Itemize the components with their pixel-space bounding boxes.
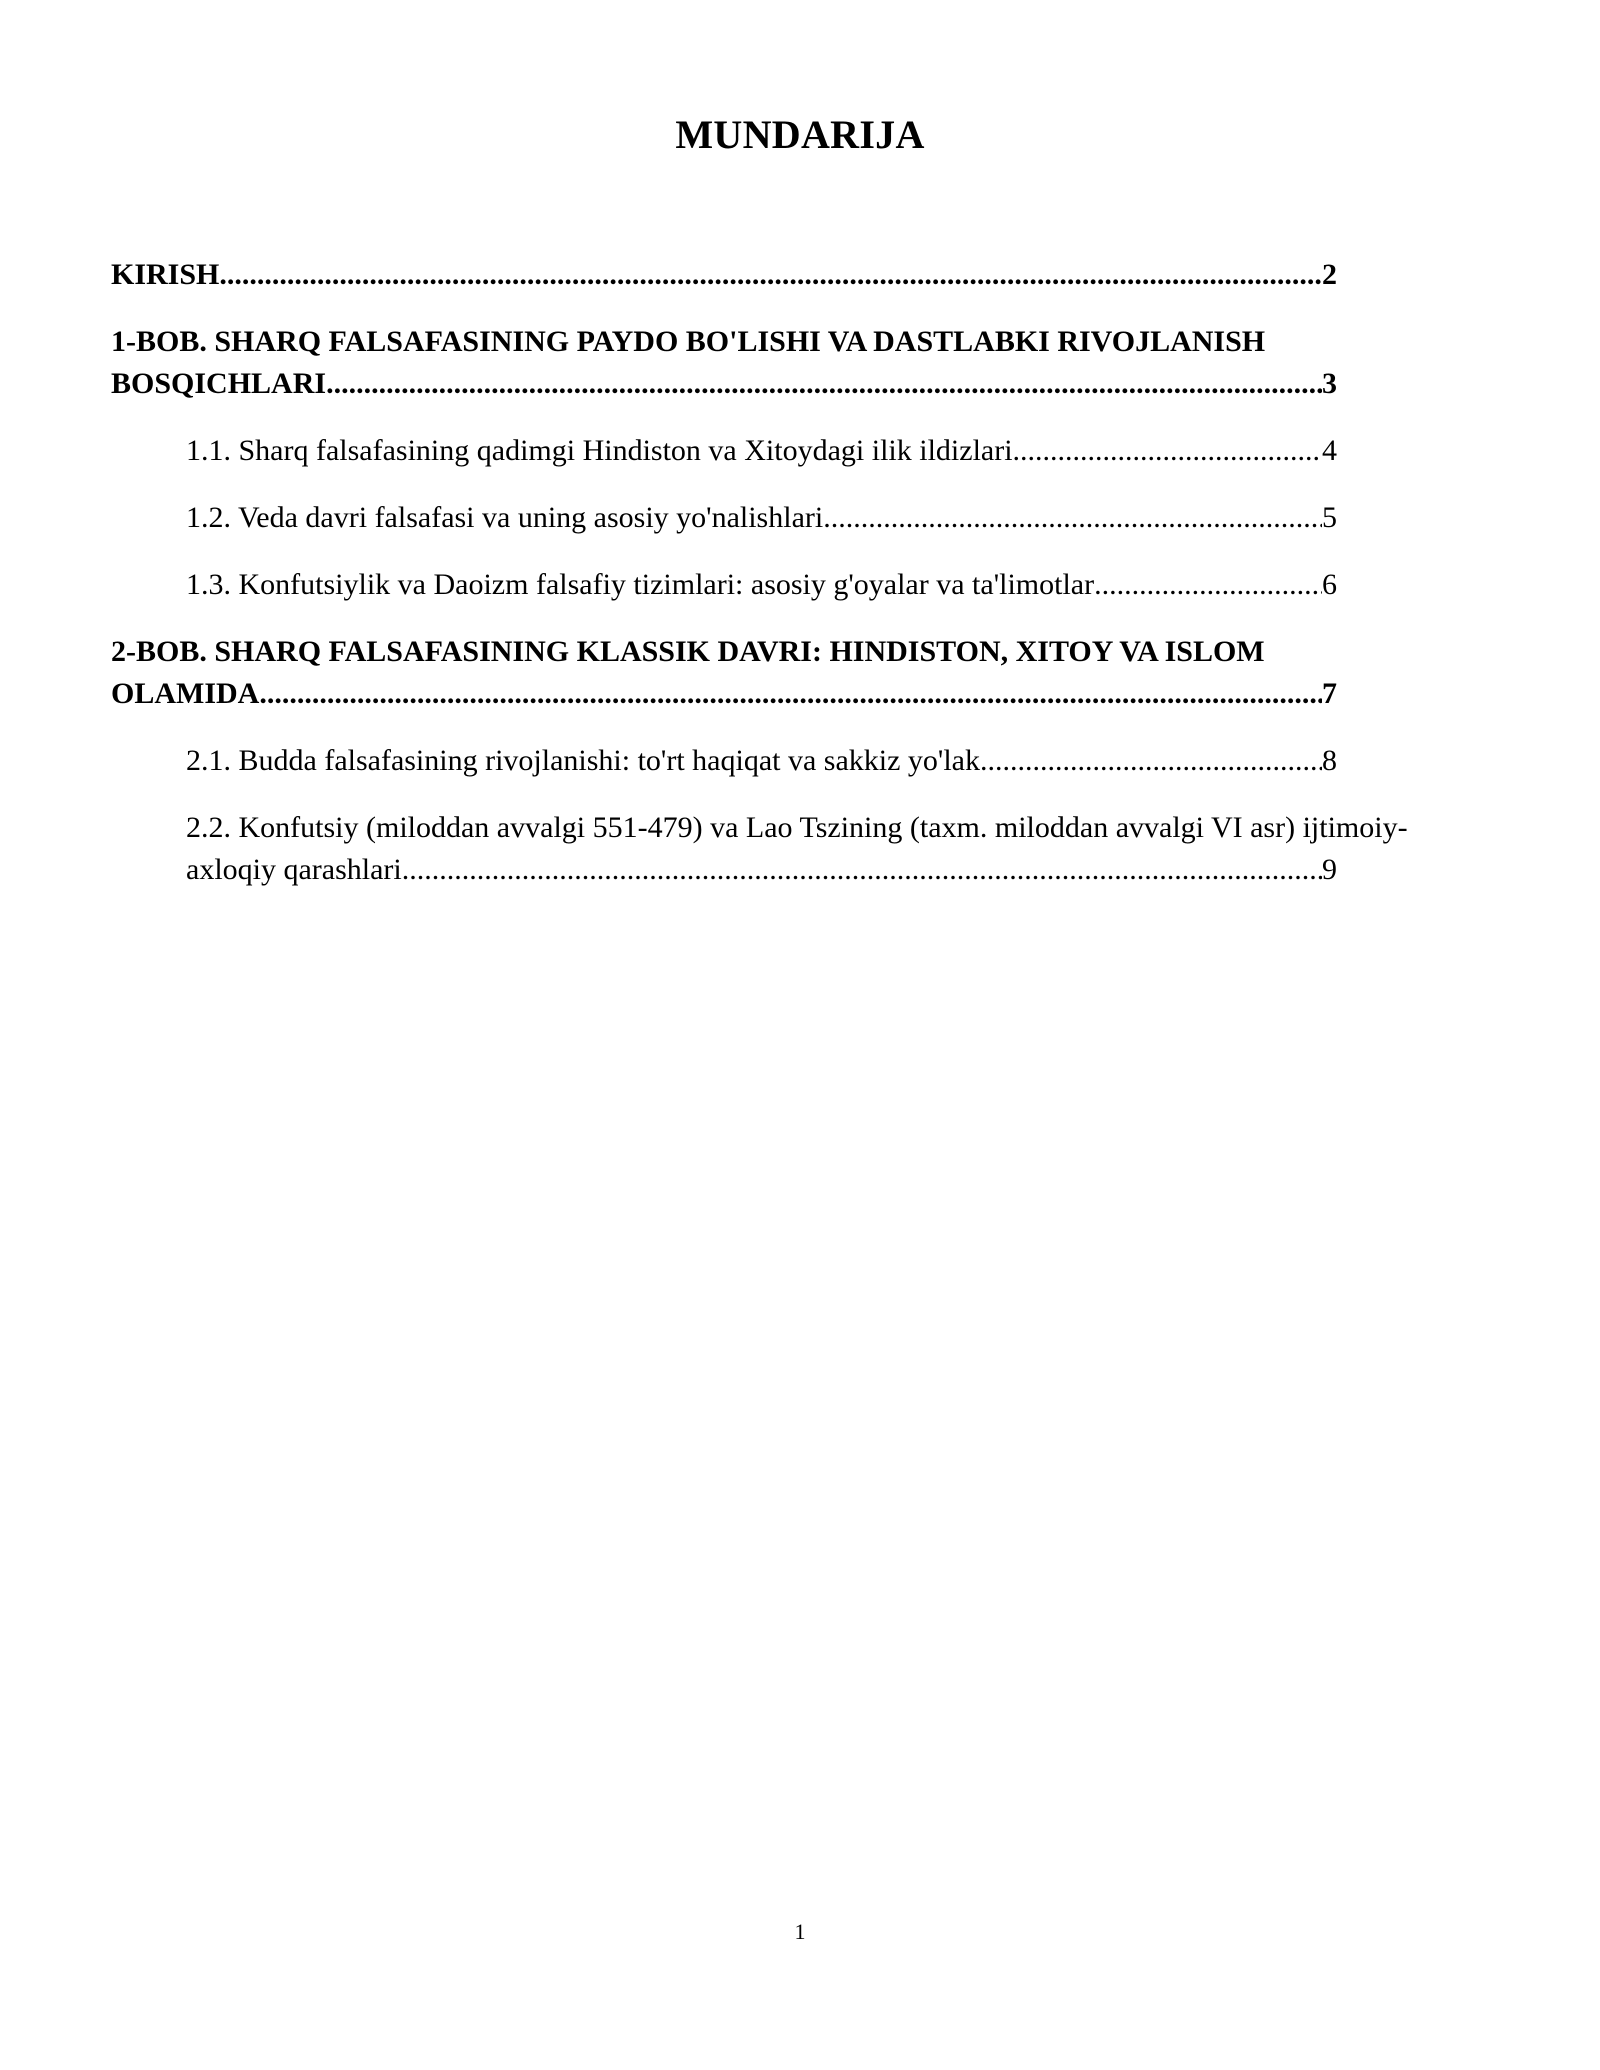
toc-entry-title-line-1: 1-BOB. SHARQ FALSAFASINING PAYDO BO'LISHI VA DASTLABKI RIVOJLANISH: [111, 325, 1266, 358]
table-of-contents: [111, 254, 1408, 916]
toc-entry-title: KIRISH: [111, 258, 220, 291]
dot-leader: [980, 740, 1322, 782]
toc-entry-chapter-1[interactable]: [111, 321, 1337, 405]
toc-entry-title-line-2: OLAMIDA: [111, 677, 260, 710]
toc-entry-section-2-2[interactable]: [111, 807, 1408, 891]
toc-entry-chapter-2[interactable]: [111, 631, 1337, 715]
dot-leader: [219, 254, 1322, 296]
dot-leader: [823, 497, 1322, 539]
toc-page-number: 6: [1322, 568, 1337, 601]
toc-page-number: 4: [1322, 434, 1337, 467]
dot-leader: [259, 673, 1322, 715]
toc-entry-title: 1.3. Konfutsiylik va Daoizm falsafiy tizimlari: asosiy g'oyalar va ta'limotlar: [186, 568, 1095, 601]
toc-page-number: 9: [1322, 853, 1337, 886]
toc-page-number: 7: [1322, 677, 1337, 710]
toc-entry-section-1-1[interactable]: [111, 430, 1337, 472]
toc-entry-title-line-1: 2-BOB. SHARQ FALSAFASINING KLASSIK DAVRI: HINDISTON, XITOY VA ISLOM: [111, 635, 1265, 668]
toc-entry-intro[interactable]: [111, 254, 1337, 296]
toc-entry-title: 1.1. Sharq falsafasining qadimgi Hindiston va Xitoydagi ilik ildizlari: [186, 434, 1013, 467]
toc-page-number: 5: [1322, 501, 1337, 534]
toc-page-number: 3: [1322, 367, 1337, 400]
toc-entry-section-1-3[interactable]: [111, 564, 1337, 606]
toc-page-number: 2: [1322, 258, 1337, 291]
page-number: 1: [794, 1919, 806, 1944]
toc-entry-section-1-2[interactable]: [111, 497, 1337, 539]
toc-entry-title: 1.2. Veda davri falsafasi va uning asosiy yo'nalishlari: [186, 501, 824, 534]
dot-leader: [1013, 430, 1322, 472]
toc-entry-title: 2.1. Budda falsafasining rivojlanishi: to'rt haqiqat va sakkiz yo'lak: [186, 744, 980, 777]
dot-leader: [402, 849, 1322, 891]
toc-entry-title-line-2: axloqiy qarashlari: [186, 853, 402, 886]
toc-entry-title-line-2: BOSQICHLARI: [111, 367, 327, 400]
page-title: MUNDARIJA: [675, 112, 925, 157]
toc-entry-title-line-1: 2.2. Konfutsiy (miloddan avvalgi 551-479) va Lao Tszining (taxm. miloddan avvalgi VI asr) ijtimoiy-: [186, 811, 1408, 844]
toc-page-number: 8: [1322, 744, 1337, 777]
toc-entry-section-2-1[interactable]: [111, 740, 1337, 782]
dot-leader: [1094, 564, 1322, 606]
dot-leader: [326, 363, 1322, 405]
